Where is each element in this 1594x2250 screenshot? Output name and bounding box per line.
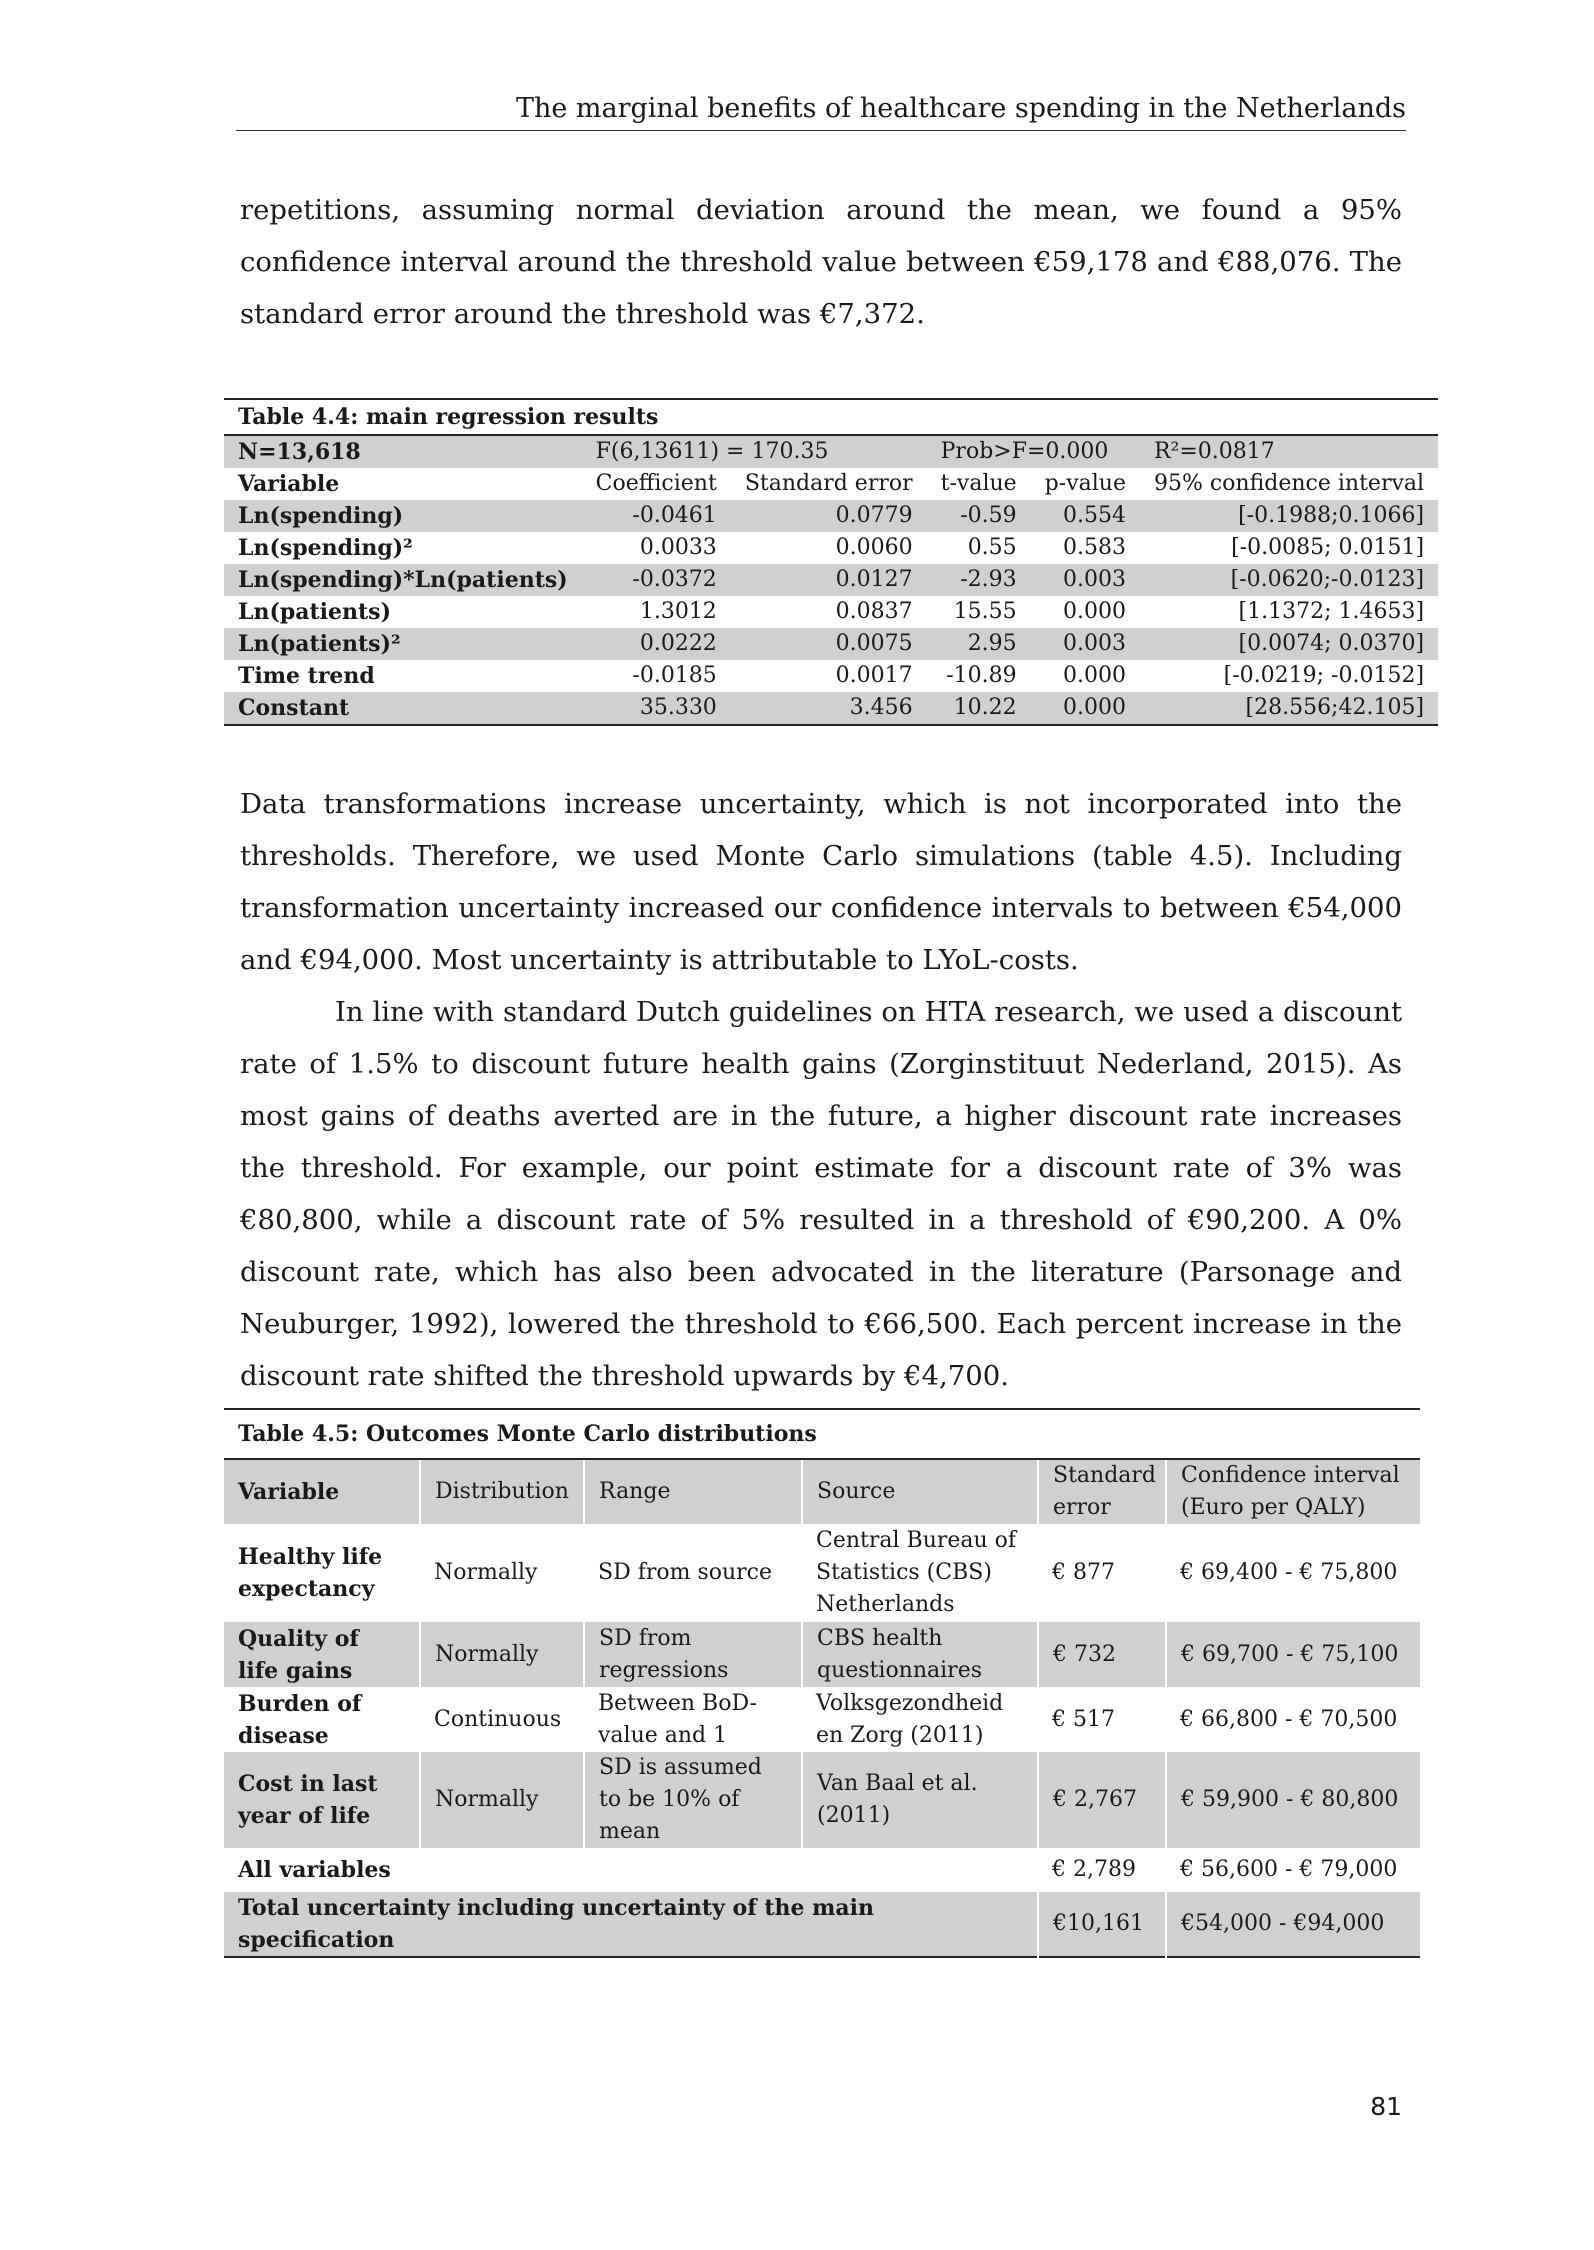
cell-standard-error: € 732: [1038, 1622, 1166, 1687]
cell-coefficient: -0.0372: [582, 564, 731, 596]
cell-t-value: 2.95: [927, 628, 1031, 660]
table-row: [224, 1687, 1420, 1752]
cell-variable: Time trend: [238, 663, 375, 689]
cell-distribution: Normally: [420, 1752, 584, 1848]
col-header: 95% confidence interval: [1153, 471, 1425, 496]
cell-confidence-interval: [-0.0219; -0.0152]: [1223, 663, 1425, 688]
cell-t-value: -0.59: [927, 500, 1031, 532]
table-row: [224, 660, 1438, 692]
table-row: [224, 1524, 1420, 1622]
cell-variable: Cost in last year of life: [224, 1752, 420, 1848]
cell-standard-error: 0.0127: [731, 564, 927, 596]
cell-distribution: Continuous: [434, 1706, 562, 1732]
col-header: Coefficient: [595, 471, 717, 496]
cell-p-value: 0.583: [1062, 535, 1126, 560]
table-row: [224, 564, 1438, 596]
cell-confidence-interval: € 56,600 - € 79,000: [1180, 1857, 1398, 1882]
col-header: t-value: [940, 471, 1017, 496]
cell-p-value: 0.003: [1031, 564, 1140, 596]
col-header: Confidence interval (Euro per QALY): [1166, 1459, 1420, 1524]
cell-variable: Total uncertainty including uncertainty of the main specification: [224, 1892, 1038, 1957]
table-row: [224, 692, 1438, 725]
table-4-5: [224, 1408, 1420, 1958]
cell-variable: Burden of disease: [238, 1690, 362, 1749]
cell-variable: Constant: [224, 692, 582, 725]
cell-confidence-interval: [-0.1988;0.1066]: [1140, 500, 1438, 532]
cell-t-value: 15.55: [953, 599, 1017, 624]
cell-standard-error: € 2,767: [1038, 1752, 1166, 1848]
cell-p-value: 0.000: [1062, 663, 1126, 688]
cell-variable: Ln(patients): [238, 599, 391, 625]
col-header: Source: [802, 1459, 1038, 1524]
cell-confidence-interval: € 66,800 - € 70,500: [1180, 1706, 1398, 1732]
cell-p-value: 0.003: [1031, 628, 1140, 660]
cell-standard-error: €10,161: [1038, 1892, 1166, 1957]
cell-confidence-interval: € 69,700 - € 75,100: [1166, 1622, 1420, 1687]
cell-confidence-interval: [-0.0620;-0.0123]: [1140, 564, 1438, 596]
cell-source: Central Bureau of Statistics (CBS) Netherlands: [816, 1528, 1017, 1617]
table-4-4-r2: R²=0.0817: [1140, 435, 1438, 468]
col-header: Standard error: [1038, 1459, 1166, 1524]
table-4-4-f-stat: F(6,13611) = 170.35: [582, 435, 927, 468]
cell-standard-error: 0.0017: [835, 663, 913, 688]
cell-variable: Quality of life gains: [224, 1622, 420, 1687]
cell-standard-error: 3.456: [731, 692, 927, 725]
col-header: Standard error: [744, 471, 913, 496]
cell-variable: Ln(spending)*Ln(patients): [224, 564, 582, 596]
table-row-all-variables: [224, 1848, 1420, 1892]
cell-confidence-interval: € 69,400 - € 75,800: [1180, 1560, 1398, 1585]
table-row: [224, 500, 1438, 532]
table-4-5-header-row: [224, 1459, 1420, 1524]
page-number: 81: [1370, 2092, 1402, 2121]
cell-p-value: 0.000: [1062, 599, 1126, 624]
cell-range: Between BoD-value and 1: [598, 1690, 757, 1748]
table-4-4-n: N=13,618: [224, 435, 582, 468]
table-row: [224, 1622, 1420, 1687]
cell-variable: All variables: [238, 1857, 391, 1883]
cell-confidence-interval: € 59,900 - € 80,800: [1166, 1752, 1420, 1848]
cell-distribution: Normally: [434, 1560, 538, 1585]
cell-variable: Ln(patients)²: [224, 628, 582, 660]
cell-standard-error: 0.0779: [731, 500, 927, 532]
cell-coefficient: -0.0461: [582, 500, 731, 532]
cell-source: Volksgezondheid en Zorg (2011): [816, 1690, 1004, 1748]
cell-standard-error: 0.0060: [835, 535, 913, 560]
cell-confidence-interval: [0.0074; 0.0370]: [1140, 628, 1438, 660]
cell-standard-error: € 517: [1052, 1706, 1115, 1732]
cell-source: Van Baal et al. (2011): [802, 1752, 1038, 1848]
col-header: Distribution: [420, 1459, 584, 1524]
running-header: The marginal benefits of healthcare spending in the Netherlands: [236, 92, 1406, 131]
table-4-5-caption: Table 4.5: Outcomes Monte Carlo distributions: [224, 1409, 1420, 1459]
cell-confidence-interval: [1.1372; 1.4653]: [1238, 599, 1425, 624]
cell-standard-error: € 2,789: [1052, 1857, 1136, 1882]
cell-coefficient: 1.3012: [639, 599, 717, 624]
table-row: [224, 1752, 1420, 1848]
table-4-4-caption: Table 4.4: main regression results: [224, 399, 1438, 435]
cell-t-value: -10.89: [946, 663, 1017, 688]
cell-standard-error: € 877: [1052, 1560, 1115, 1585]
cell-p-value: 0.554: [1031, 500, 1140, 532]
cell-p-value: 0.000: [1031, 692, 1140, 725]
cell-range: SD from source: [598, 1560, 773, 1585]
cell-source: CBS health questionnaires: [802, 1622, 1038, 1687]
cell-confidence-interval: [28.556;42.105]: [1140, 692, 1438, 725]
table-row: [224, 596, 1438, 628]
paragraph-1: repetitions, assuming normal deviation around the mean, we found a 95% confidence interval around the threshold value between €59,178 and €88,076. The standard error around the threshold was €7,372.: [240, 194, 1402, 330]
paragraph-3: [240, 986, 1402, 1402]
cell-coefficient: -0.0185: [632, 663, 717, 688]
cell-distribution: Normally: [420, 1622, 584, 1687]
cell-standard-error: 0.0075: [731, 628, 927, 660]
cell-range: SD is assumed to be 10% of mean: [584, 1752, 802, 1848]
cell-coefficient: 0.0033: [639, 535, 717, 560]
paragraph-2: Data transformations increase uncertainty, which is not incorporated into the thresholds. Therefore, we used Monte Carlo simulations (table 4.5). Including transformation uncertainty increased our confidence intervals to between €54,000 and €94,000. Most uncertainty is attributable to LYoL-costs.: [240, 788, 1402, 976]
table-row: [224, 628, 1438, 660]
cell-coefficient: 35.330: [582, 692, 731, 725]
table-4-4: [224, 398, 1438, 726]
col-header: Range: [584, 1459, 802, 1524]
col-header: p-value: [1044, 471, 1126, 496]
paragraph-3-text: In line with standard Dutch guidelines on HTA research, we used a discount rate of 1.5% to discount future health gains (Zorginstituut Nederland, 2015). As most gains of deaths averted are in the future, a higher discount rate increases the threshold. For example, our point estimate for a discount rate of 3% was €80,800, while a discount rate of 5% resulted in a threshold of €90,200. A 0% discount rate, which has also been advocated in the literature (Parsonage and Neuburger, 1992), lowered the threshold to €66,500. Each percent increase in the discount rate shifted the threshold upwards by €4,700.: [240, 996, 1402, 1392]
table-4-4-header-row: [224, 468, 1438, 500]
table-4-4-prob: Prob>F=0.000: [927, 435, 1140, 468]
table-row: [224, 532, 1438, 564]
col-header: Variable: [238, 471, 340, 497]
cell-t-value: 0.55: [967, 535, 1017, 560]
cell-range: SD from regressions: [584, 1622, 802, 1687]
cell-confidence-interval: [-0.0085; 0.0151]: [1231, 535, 1425, 560]
cell-standard-error: 0.0837: [835, 599, 913, 624]
cell-confidence-interval: €54,000 - €94,000: [1166, 1892, 1420, 1957]
cell-variable: Healthy life expectancy: [238, 1544, 383, 1602]
table-row-total: [224, 1892, 1420, 1957]
cell-variable: Ln(spending)²: [238, 535, 413, 561]
cell-coefficient: 0.0222: [582, 628, 731, 660]
cell-t-value: -2.93: [927, 564, 1031, 596]
cell-t-value: 10.22: [927, 692, 1031, 725]
cell-variable: Ln(spending): [224, 500, 582, 532]
col-header: Variable: [224, 1459, 420, 1524]
